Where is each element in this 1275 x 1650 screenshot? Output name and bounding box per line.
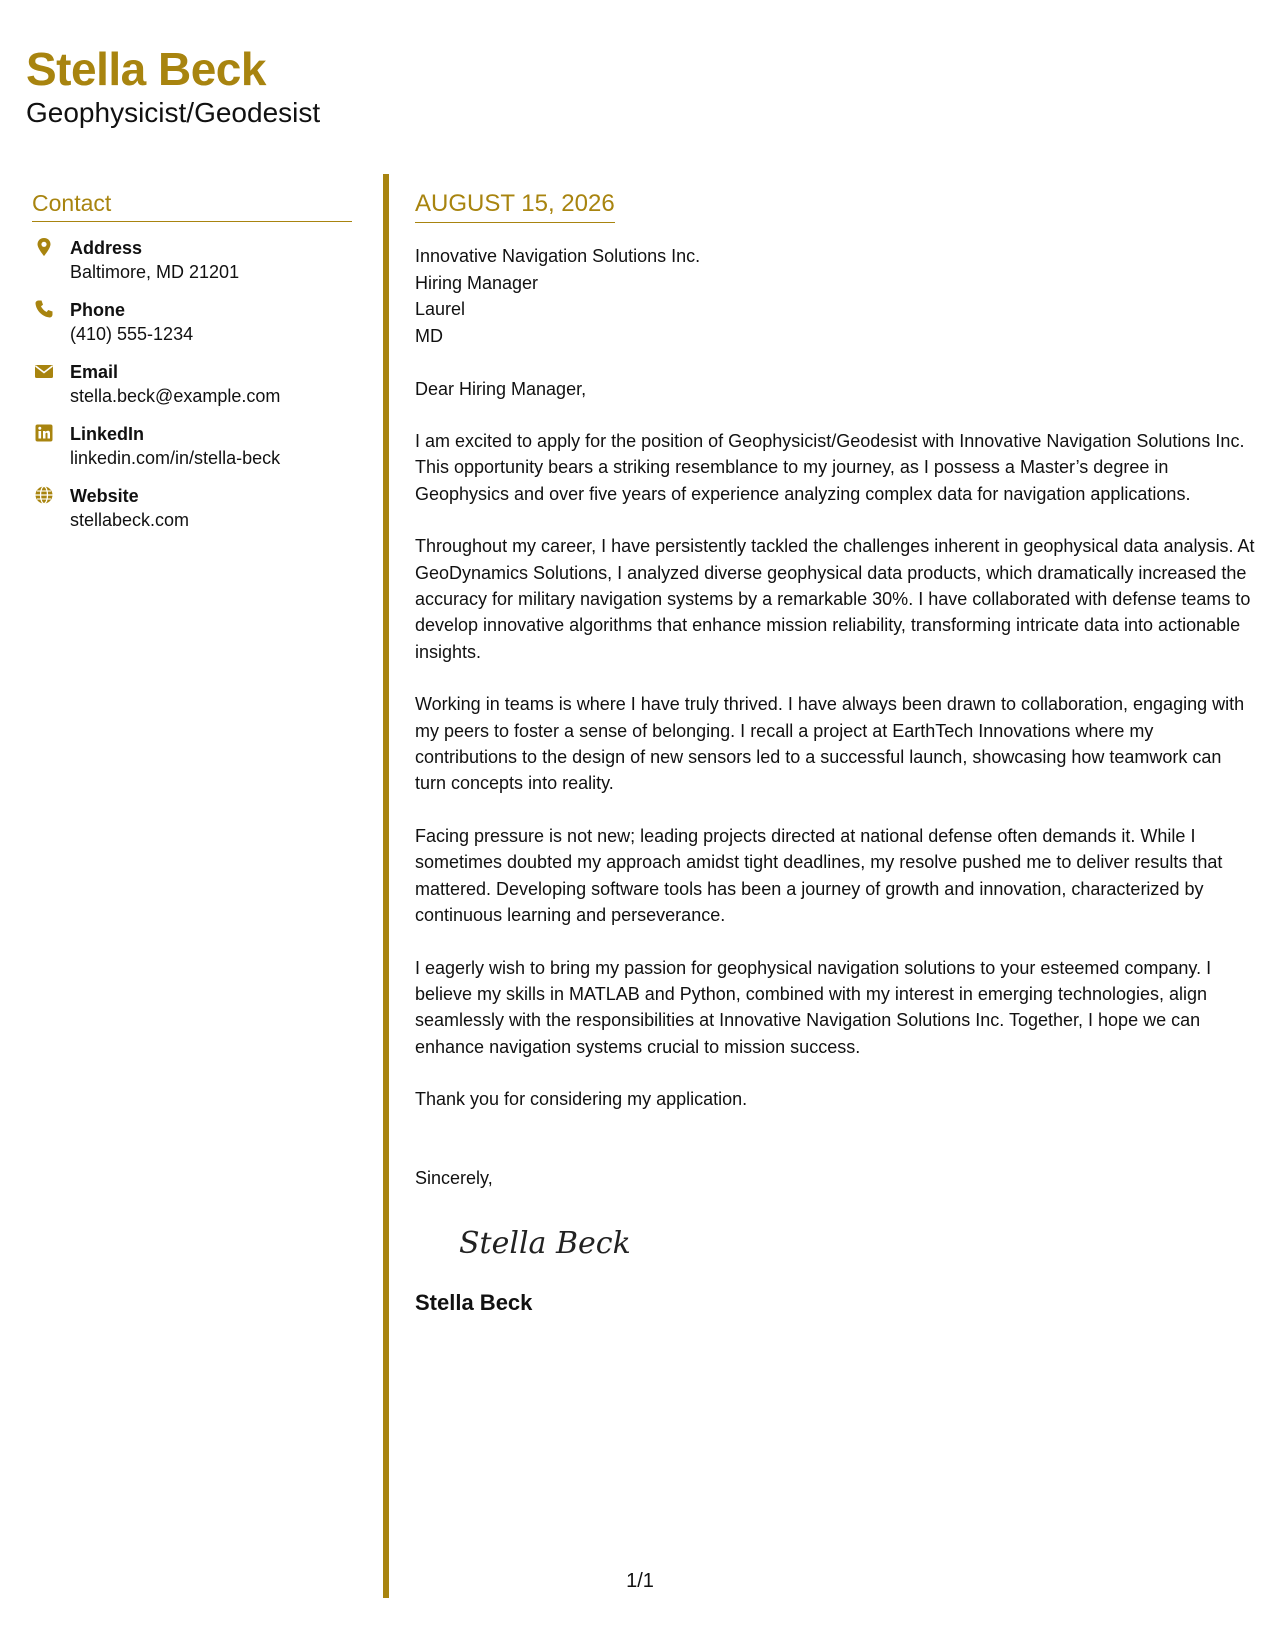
contact-label-phone: Phone [70,300,126,320]
envelope-icon [34,361,54,381]
recipient-title: Hiring Manager [415,272,539,293]
linkedin-icon [34,423,54,443]
contact-label-email: Email [70,362,119,382]
recipient-state: MD [415,325,443,346]
vertical-divider [383,174,389,1598]
sign-off: Sincerely, [415,1168,493,1189]
contact-value-website: stellabeck.com [70,510,190,530]
salutation: Dear Hiring Manager, [415,379,587,399]
contact-item-phone [32,298,352,346]
contact-item-website [32,484,352,532]
contact-label-linkedin: LinkedIn [70,424,145,444]
body-paragraph: I eagerly wish to bring my passion for geophysical navigation solutions to your esteemed company. I believe my skills in MATLAB and Python, combined with my interest in emerging technologies, align seamlessly with the responsibilities at Innovative Navigation Solutions Inc. Together, I hope we can enhance navigation systems crucial to mission success. [415,957,1212,1057]
resume-header [26,44,320,129]
contact-heading: Contact [32,190,352,222]
contact-value-phone: (410) 555-1234 [70,324,194,344]
recipient-block [415,243,1255,349]
handwritten-signature [455,1217,645,1267]
body-paragraph: Throughout my career, I have persistently tackled the challenges inherent in geophysical data analysis. At GeoDynamics Solutions, I analyzed diverse geophysical data products, which dramatically increased the accuracy for military navigation systems by a remarkable 30%. I have collaborated with defense teams to develop innovative algorithms that enhance mission reliability, transforming intricate data into actionable insights. [415,536,1255,662]
contact-value-email: stella.beck@example.com [70,386,281,406]
signature-text: Stella Beck [459,1226,631,1262]
applicant-name: Stella Beck [26,43,266,95]
contact-label-website: Website [70,486,139,506]
map-pin-icon [34,237,54,257]
closing-thanks: Thank you for considering my application. [415,1089,748,1110]
globe-icon [34,485,54,505]
contact-value-linkedin: linkedin.com/in/stella-beck [70,448,281,468]
letter-date: AUGUST 15, 2026 [415,190,615,223]
contact-sidebar [32,190,352,532]
recipient-city: Laurel [415,299,466,319]
job-title: Geophysicist/Geodesist [26,96,321,128]
recipient-company: Innovative Navigation Solutions Inc. [415,246,701,266]
body-paragraph: Facing pressure is not new; leading projects directed at national defense often demands it. While I sometimes doubted my approach amidst tight deadlines, my resolve pushed me to deliver results that mattered. Developing software tools has been a journey of growth and innovation, characterized by continuous learning and perseverance. [415,825,1223,926]
contact-label-address: Address [70,238,143,258]
contact-item-email [32,360,352,408]
contact-value-address: Baltimore, MD 21201 [70,262,240,282]
body-paragraph: Working in teams is where I have truly thrived. I have always been drawn to collaboration, engaging with my peers to foster a sense of belonging. I recall a project at EarthTech Innovations where my contributions to the design of new sensors led to a successful launch, showcasing how teamwork can turn concepts into reality. [415,694,1245,794]
contact-item-address [32,236,352,284]
signer-name: Stella Beck [415,1290,533,1316]
contact-item-linkedin [32,422,352,470]
cover-letter-body [415,190,1255,1316]
phone-icon [34,299,54,319]
page-number: 1/1 [626,1570,654,1592]
body-paragraph: I am excited to apply for the position of Geophysicist/Geodesist with Innovative Navigation Solutions Inc. This opportunity bears a striking resemblance to my journey, as I possess a Master’s degree in Geophysics and over five years of experience analyzing complex data for navigation applications. [415,431,1245,504]
